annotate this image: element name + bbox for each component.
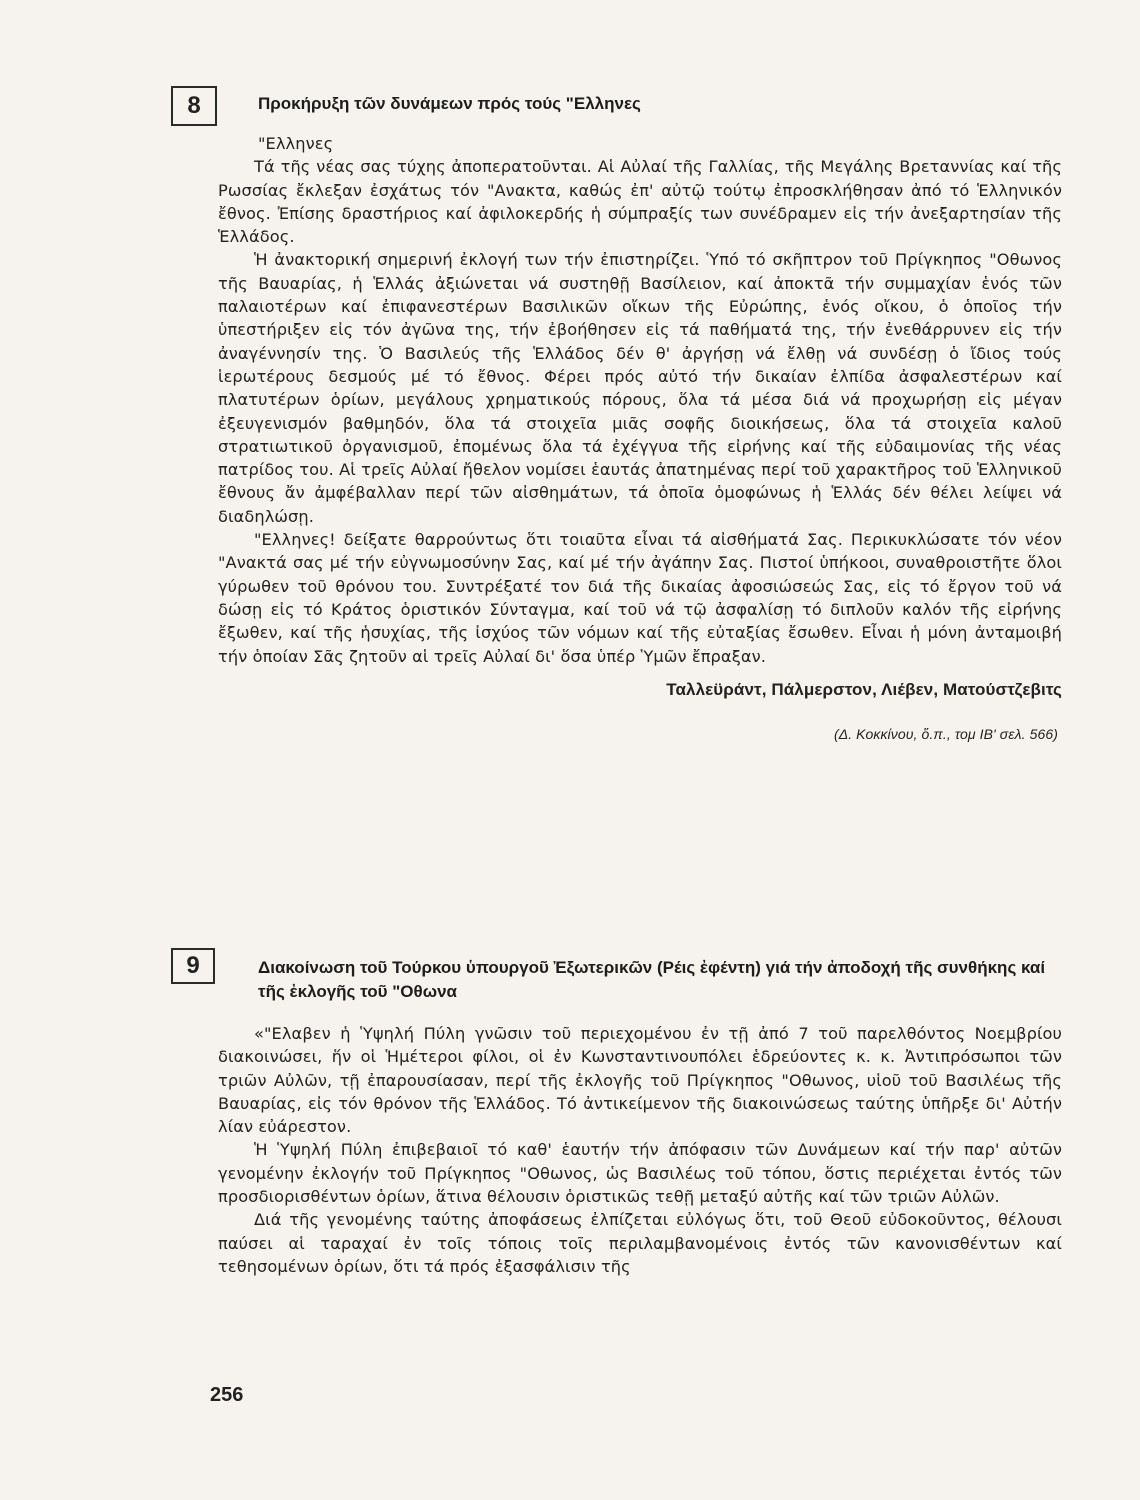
- paragraph: Ἡ ἀνακτορική σημερινή ἐκλογή των τήν ἐπιστηρίζει. Ὑπό τό σκῆπτρον τοῦ Πρίγκηπος "Οθωνος τῆς Βαυαρίας, ἡ Ἑλλάς ἀξιώνεται νά συστηθῇ Βασίλειον, καί ἀποκτᾶ τήν συμμαχίαν ἑνός τῶν παλαιοτέρων καί ἐπιφανεστέρων Βασιλικῶν οἴκων τῆς Εὐρώπης, ἑνός οἴκου, ὁ ὁποῖος τήν ὑπεστήριξεν εἰς τόν ἀγῶνα της, τήν ἐβοήθησεν εἰς τά παθήματά της, τήν ἐνεθάρρυνεν εἰς τήν ἀναγέννησίν της. Ὁ Βασιλεύς τῆς Ἑλλάδος δέν θ' ἀργήσῃ νά ἔλθῃ νά συνδέσῃ ὁ ἴδιος τούς ἱερωτέρους δεσμούς μέ τό ἔθνος. Φέρει πρός αὐτό τήν δικαίαν ἐλπίδα ἀσφαλεστέρων καί πλατυτέρων ὁρίων, μεγάλους χρηματικούς πόρους, ὅλα τά μέσα διά νά προχωρήσῃ εἰς μέγαν ἐξευγενισμόν βαθμηδόν, ὅλα τά στοιχεῖα μιᾶς σοφῆς διοικήσεως, ὅλα τά στοιχεῖα καλοῦ στρατιωτικοῦ ὀργανισμοῦ, ἐπομένως ὅλα τά ἐχέγγυα τῆς εἰρήνης καί τῆς εὐδαιμονίας τῆς νέας πατρίδος του. Αἱ τρεῖς Αὐλαί ἤθελον νομίσει ἑαυτάς ἀπατημένας περί τοῦ χαρακτῆρος τοῦ Ἑλληνικοῦ ἔθνους ἄν ἀμφέβαλλαν περί τῶν αἰσθημάτων, τά ὁποῖα ὁμοφώνως ἡ Ἑλλάς δέν θέλει λείψει νά διαδηλώσῃ.: [218, 250, 1062, 526]
- signatories: Ταλλεϋράντ, Πάλμερστον, Λιέβεν, Ματούστζεβιτς: [666, 679, 1062, 699]
- page-number: 256: [210, 1384, 244, 1406]
- section-body: [218, 132, 1062, 746]
- section-number-badge: 8: [171, 86, 217, 126]
- section-title: Προκήρυξη τῶν δυνάμεων πρός τούς "Ελληνες: [258, 94, 641, 113]
- paragraph: «"Ελαβεν ἡ Ὑψηλή Πύλη γνῶσιν τοῦ περιεχομένου ἐν τῇ ἀπό 7 τοῦ παρελθόντος Νοεμβρίου διακοινώσει, ἥν οἱ Ἡμέτεροι φίλοι, οἱ ἐν Κωνσταντινουπόλει ἑδρεύοντες κ. κ. Ἀντιπρόσωποι τῶν τριῶν Αὐλῶν, τῇ ἐπαρουσίασαν, περί τῆς ἐκλογῆς τοῦ Πρίγκηπος "Οθωνος, υἱοῦ τοῦ Βασιλέως τῆς Βαυαρίας, εἰς τόν θρόνον τῆς Ἑλλάδος. Τό ἀντικείμενον τῆς διακοινώσεως ταύτης ὑπῆρξε δι' Αὐτήν λίαν εὐάρεστον.: [218, 1024, 1062, 1137]
- section-number-badge: 9: [171, 948, 215, 984]
- paragraph: Ἡ Ὑψηλή Πύλη ἐπιβεβαιοῖ τό καθ' ἑαυτήν τήν ἀπόφασιν τῶν Δυνάμεων καί τήν παρ' αὐτῶν γενομένην ἐκλογήν τοῦ Πρίγκηπος "Οθωνος, ὡς Βασιλέως τοῦ τόπου, ὅστις περιέχεται ἐντός τῶν προσδιορισθέντων ὁρίων, ἅτινα θέλουσιν ὁριστικῶς τεθῇ μεταξύ αὐτῆς καί τῶν τριῶν Αὐλῶν.: [218, 1140, 1062, 1207]
- greeting: "Ελληνες: [258, 134, 334, 153]
- paragraph: Τά τῆς νέας σας τύχης ἀποπερατοῦνται. Αἱ Αὐλαί τῆς Γαλλίας, τῆς Μεγάλης Βρεταννίας καί τῆς Ρωσσίας ἔκλεξαν ἐσχάτως τόν "Ανακτα, καθώς ἐπ' αὐτῷ τούτῳ ἐπροσκλήθησαν ἀπό τό Ἑλληνικόν ἔθνος. Ἐπίσης δραστήριος καί ἀφιλοκερδής ἡ σύμπραξίς των συνέδραμεν εἰς τήν ἀνεξαρτησίαν τῆς Ἑλλάδος.: [218, 157, 1062, 247]
- section-title: Διακοίνωση τοῦ Τούρκου ὑπουργοῦ Ἐξωτερικῶν (Ρέις ἐφέντη) γιά τήν ἀποδοχή τῆς συνθήκης καί τῆς ἐκλογῆς τοῦ "Οθωνα: [258, 958, 1046, 1001]
- section-body: [218, 1022, 1062, 1278]
- paragraph: "Ελληνες! δείξατε θαρρούντως ὅτι τοιαῦτα εἶναι τά αἰσθήματά Σας. Περικυκλώσατε τόν νέον "Ανακτά σας μέ τήν εὐγνωμοσύνην Σας, καί μέ τήν ἀγάπην Σας. Πιστοί ὑπήκοοι, συναθροιστῆτε ὅλοι γύρωθεν τοῦ θρόνου του. Συντρέξατέ τον διά τῆς δικαίας ἀφοσιώσεώς Σας, εἰς τό ἔργον τοῦ νά δώσῃ εἰς τό Κράτος ὁριστικόν Σύνταγμα, καί τοῦ νά τῷ ἀσφαλίσῃ τό διπλοῦν καλόν τῆς εἰρήνης ἔξωθεν, καί τῆς ἡσυχίας, τῆς ἰσχύος τῶν νόμων καί τῆς εὐταξίας ἔσωθεν. Εἶναι ἡ μόνη ἀνταμοιβή τήν ὁποίαν Σᾶς ζητοῦν αἱ τρεῖς Αὐλαί δι' ὅσα ὑπέρ Ὑμῶν ἔπραξαν.: [218, 530, 1062, 666]
- source-citation: (Δ. Κοκκίνου, ὅ.π., τομ ΙΒ' σελ. 566): [833, 726, 1058, 743]
- paragraph: Διά τῆς γενομένης ταύτης ἀποφάσεως ἐλπίζεται εὐλόγως ὅτι, τοῦ Θεοῦ εὐδοκοῦντος, θέλουσι παύσει αἱ ταραχαί ἐν τοῖς τόποις τοῖς περιλαμβανομένοις ἐντός τῶν κανονισθέντων καί τεθησομένων ὁρίων, ὅτι τά πρός ἐξασφάλισιν τῆς: [218, 1210, 1062, 1276]
